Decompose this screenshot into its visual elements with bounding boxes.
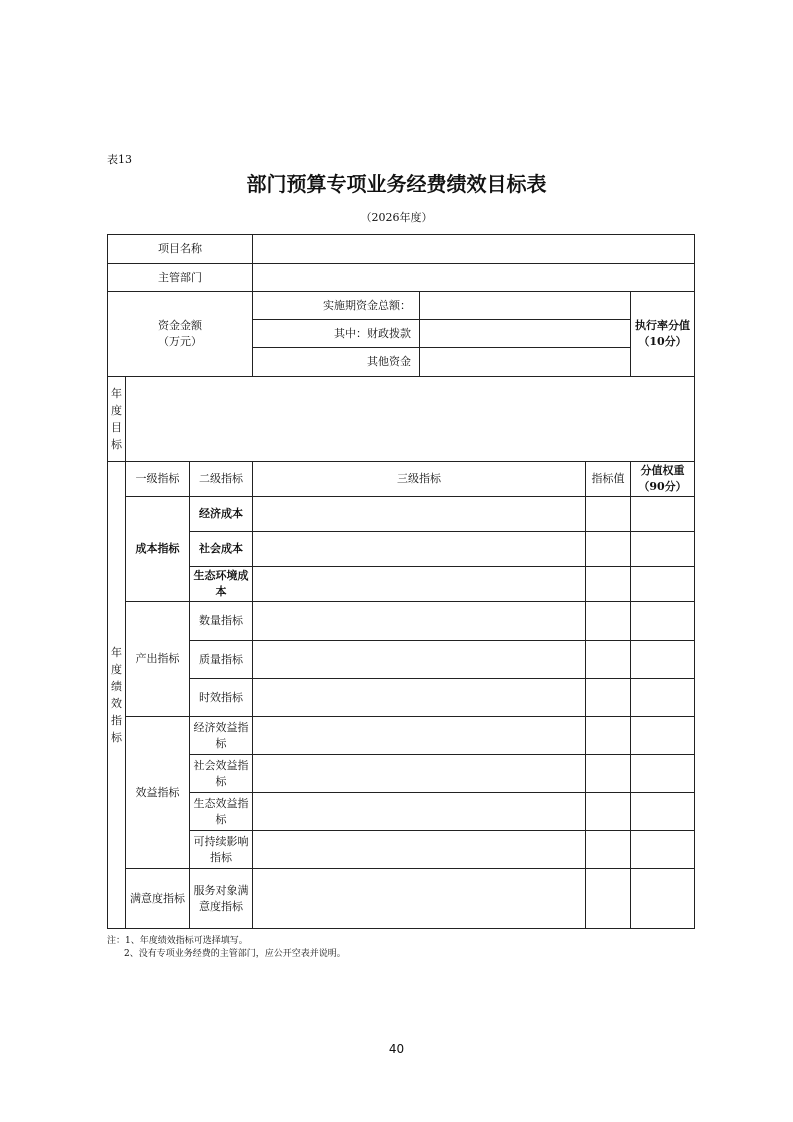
project-name-cell[interactable] xyxy=(253,235,695,264)
weight-cell[interactable] xyxy=(631,679,695,717)
annual-goal-char: 度 xyxy=(111,404,122,417)
output-indicator-label: 产出指标 xyxy=(126,602,190,717)
level2-header: 二级指标 xyxy=(190,462,253,497)
level3-cell[interactable] xyxy=(253,679,586,717)
execution-rate-label: 执行率分值 xyxy=(635,319,691,332)
level3-cell[interactable] xyxy=(253,793,586,831)
weight-header-line1: 分值权重 xyxy=(640,464,685,477)
annual-goal-char: 目 xyxy=(111,421,122,434)
indicator-row xyxy=(108,755,695,793)
level2-item: 时效指标 xyxy=(190,679,253,717)
level3-cell[interactable] xyxy=(253,869,586,929)
weight-header-line2: （90分） xyxy=(638,480,687,493)
performance-target-table xyxy=(107,234,695,929)
funds-other-label: 其他资金 xyxy=(253,348,420,377)
indicator-row xyxy=(108,567,695,602)
fiscal-year: （2026年度） xyxy=(360,211,433,224)
level3-cell[interactable] xyxy=(253,497,586,532)
level2-item: 生态效益指标 xyxy=(190,793,253,831)
level2-item: 经济效益指标 xyxy=(190,717,253,755)
annual-indicator-label xyxy=(108,462,126,929)
value-cell[interactable] xyxy=(586,831,631,869)
value-cell[interactable] xyxy=(586,532,631,567)
level3-cell[interactable] xyxy=(253,641,586,679)
value-cell[interactable] xyxy=(586,641,631,679)
annual-goal-cell[interactable] xyxy=(126,377,695,462)
annual-goal-char: 标 xyxy=(111,438,122,451)
indicator-row xyxy=(108,793,695,831)
department-cell[interactable] xyxy=(253,264,695,292)
indicator-side-char: 标 xyxy=(111,731,122,744)
value-cell[interactable] xyxy=(586,567,631,602)
indicator-row xyxy=(108,869,695,929)
level3-cell[interactable] xyxy=(253,567,586,602)
value-cell[interactable] xyxy=(586,679,631,717)
weight-cell[interactable] xyxy=(631,831,695,869)
annual-goal-row xyxy=(108,377,695,462)
indicator-row xyxy=(108,602,695,641)
indicator-row xyxy=(108,679,695,717)
level3-header: 三级指标 xyxy=(253,462,586,497)
funds-label-line2: （万元） xyxy=(158,335,202,348)
level1-header: 一级指标 xyxy=(126,462,190,497)
level2-item: 社会效益指标 xyxy=(190,755,253,793)
note-line: 注：1、年度绩效指标可选择填写。 xyxy=(107,936,248,946)
value-header: 指标值 xyxy=(586,462,631,497)
cost-indicator-label: 成本指标 xyxy=(126,497,190,602)
annual-goal-label xyxy=(108,377,126,462)
project-name-label: 项目名称 xyxy=(108,235,253,264)
satisfaction-indicator-label: 满意度指标 xyxy=(126,869,190,929)
funds-total-label: 实施期资金总额： xyxy=(253,292,420,320)
funds-label-line1: 资金金额 xyxy=(158,319,202,332)
value-cell[interactable] xyxy=(586,717,631,755)
funds-fiscal-label: 其中：财政拨款 xyxy=(253,320,420,348)
weight-cell[interactable] xyxy=(631,497,695,532)
weight-cell[interactable] xyxy=(631,717,695,755)
level2-item: 社会成本 xyxy=(190,532,253,567)
indicator-row xyxy=(108,641,695,679)
weight-cell[interactable] xyxy=(631,869,695,929)
document-title: 部门预算专项业务经费绩效目标表 xyxy=(246,172,547,196)
level2-item: 数量指标 xyxy=(190,602,253,641)
table-number: 表13 xyxy=(107,153,132,166)
indicator-side-char: 效 xyxy=(111,697,122,710)
value-cell[interactable] xyxy=(586,793,631,831)
indicator-side-char: 年 xyxy=(111,646,122,659)
funds-fiscal-cell[interactable] xyxy=(420,320,631,348)
level3-cell[interactable] xyxy=(253,532,586,567)
department-row xyxy=(108,264,695,292)
level3-cell[interactable] xyxy=(253,831,586,869)
annual-goal-char: 年 xyxy=(111,387,122,400)
level2-item: 经济成本 xyxy=(190,497,253,532)
value-cell[interactable] xyxy=(586,497,631,532)
weight-cell[interactable] xyxy=(631,567,695,602)
department-label: 主管部门 xyxy=(108,264,253,292)
level2-item: 可持续影响指标 xyxy=(190,831,253,869)
level3-cell[interactable] xyxy=(253,717,586,755)
benefit-indicator-label: 效益指标 xyxy=(126,717,190,869)
execution-rate-score: （10分） xyxy=(638,335,687,348)
funds-total-cell[interactable] xyxy=(420,292,631,320)
value-cell[interactable] xyxy=(586,755,631,793)
indicator-row xyxy=(108,497,695,532)
weight-cell[interactable] xyxy=(631,641,695,679)
weight-cell[interactable] xyxy=(631,755,695,793)
value-cell[interactable] xyxy=(586,602,631,641)
execution-rate xyxy=(631,292,695,377)
funds-label xyxy=(108,292,253,377)
level2-item: 服务对象满意度指标 xyxy=(190,869,253,929)
indicator-side-char: 绩 xyxy=(111,680,122,693)
project-name-row xyxy=(108,235,695,264)
indicator-header-row xyxy=(108,462,695,497)
weight-header xyxy=(631,462,695,497)
level3-cell[interactable] xyxy=(253,602,586,641)
notes xyxy=(107,935,346,961)
indicator-row xyxy=(108,532,695,567)
indicator-row xyxy=(108,717,695,755)
level2-item: 生态环境成本 xyxy=(190,567,253,602)
weight-cell[interactable] xyxy=(631,793,695,831)
weight-cell[interactable] xyxy=(631,602,695,641)
level3-cell[interactable] xyxy=(253,755,586,793)
page-number: 40 xyxy=(388,1042,405,1056)
level2-item: 质量指标 xyxy=(190,641,253,679)
funds-total-row xyxy=(108,292,695,320)
weight-cell[interactable] xyxy=(631,532,695,567)
indicator-side-char: 度 xyxy=(111,663,122,676)
funds-other-cell[interactable] xyxy=(420,348,631,377)
value-cell[interactable] xyxy=(586,869,631,929)
indicator-side-char: 指 xyxy=(111,714,122,727)
indicator-row xyxy=(108,831,695,869)
note-line: 2、没有专项业务经费的主管部门，应公开空表并说明。 xyxy=(124,949,346,959)
